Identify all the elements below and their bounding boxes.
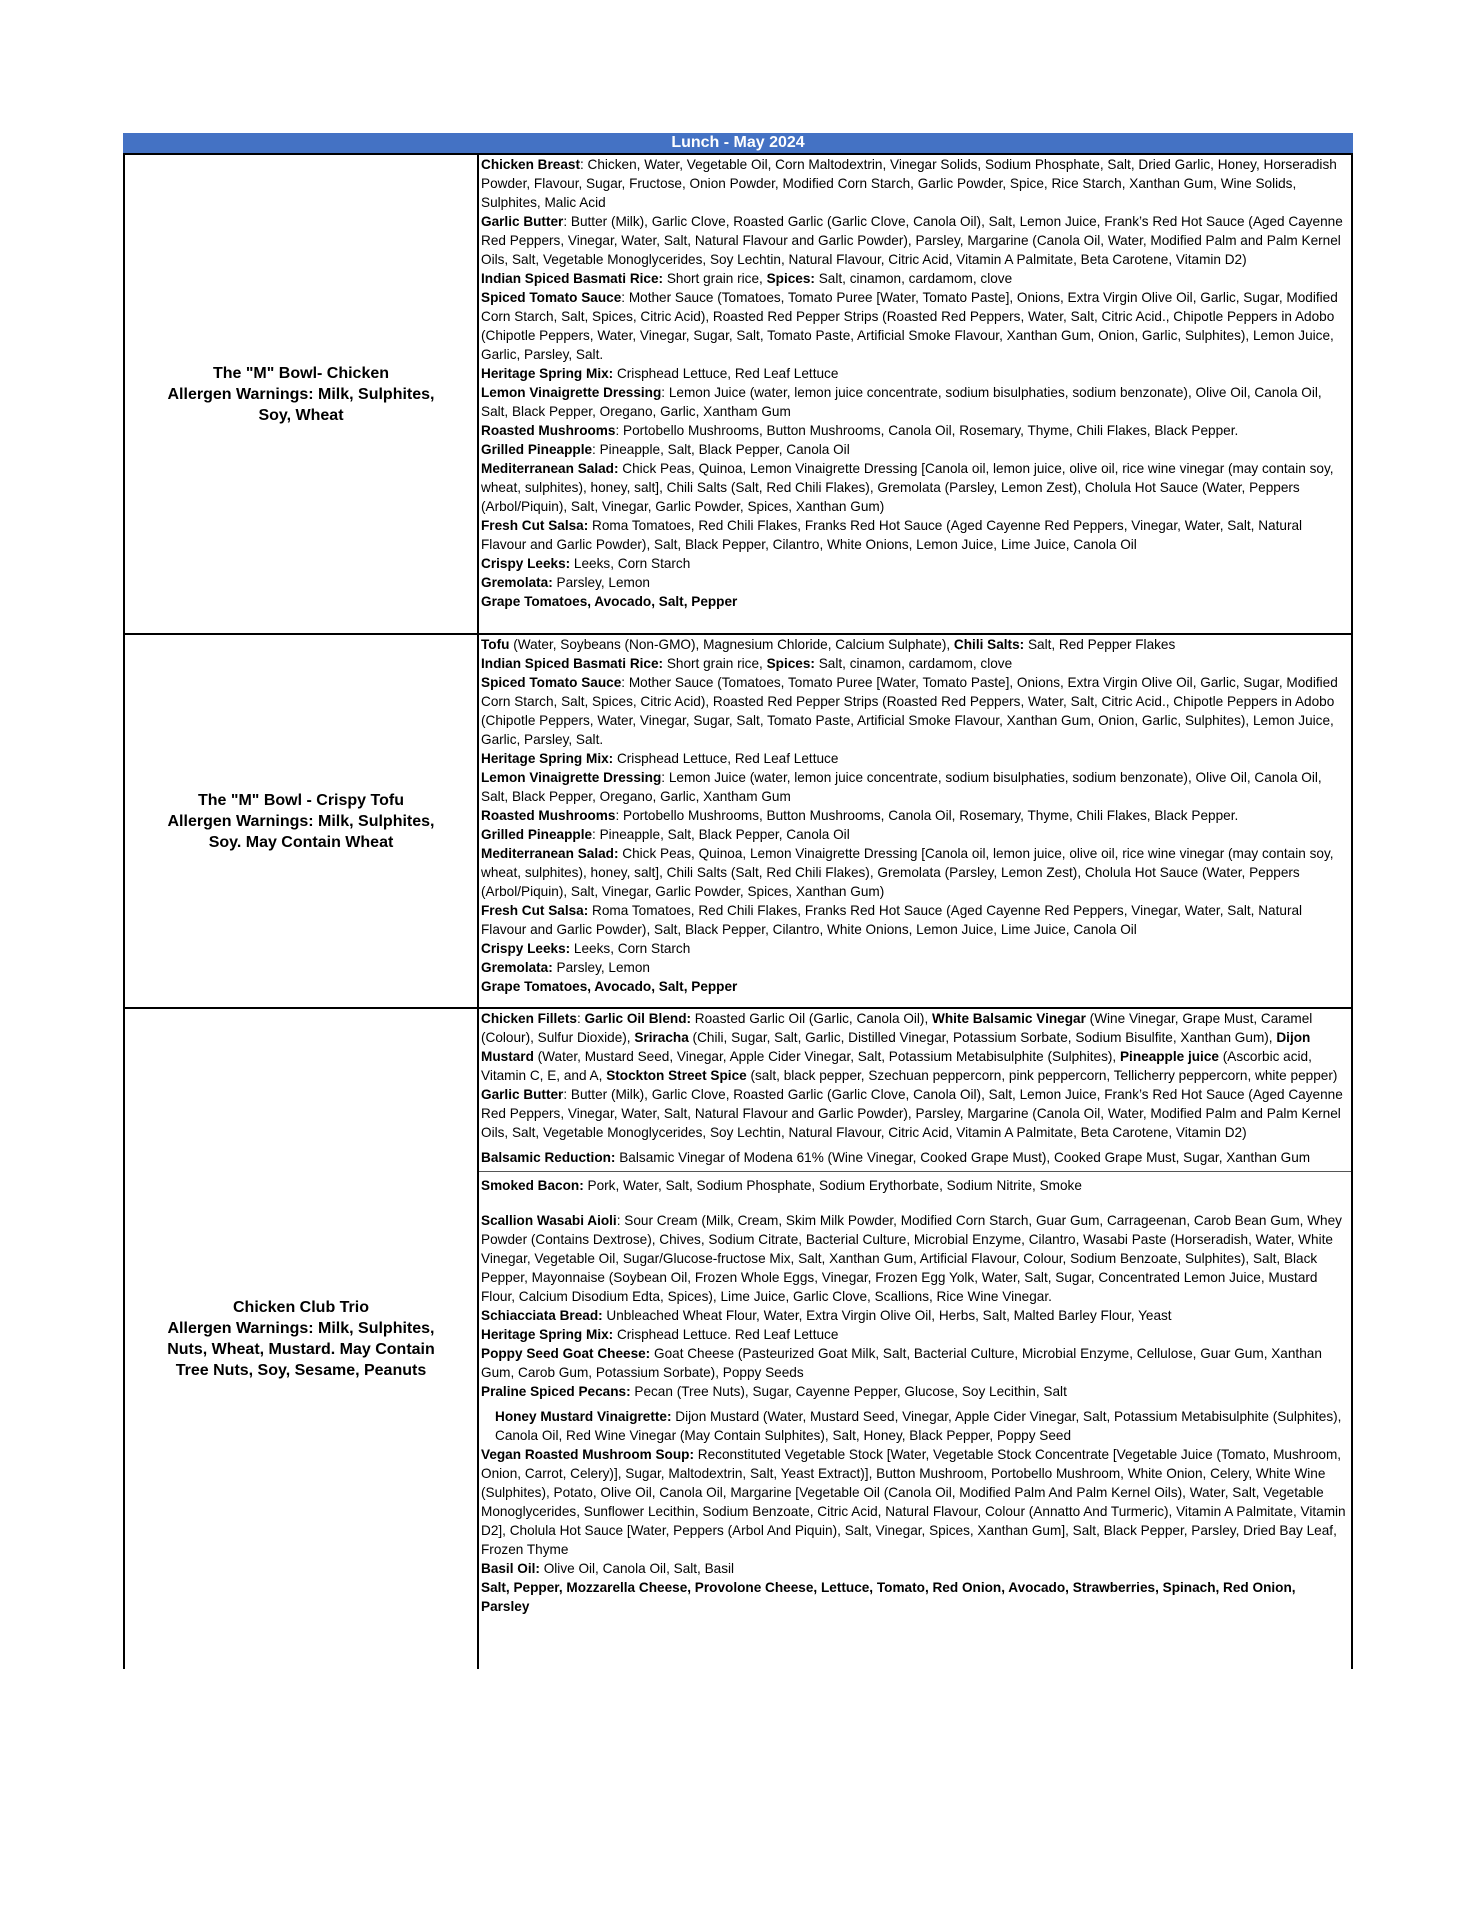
ingredient-entry: Poppy Seed Goat Cheese: Goat Cheese (Pasteurized Goat Milk, Salt, Bacterial Culture, Microbial Enzyme, Cellulose, Guar Gum, Xanthan Gum, Carob Gum, Potassium Sorbate), Poppy Seeds (481, 1346, 1322, 1380)
allergen-warning: Nuts, Wheat, Mustard. May Contain (167, 1341, 435, 1358)
ingredient-entry: Smoked Bacon: Pork, Water, Salt, Sodium Phosphate, Sodium Erythorbate, Sodium Nitrite, Smoke (481, 1178, 1082, 1193)
ingredient-entry: Tofu (Water, Soybeans (Non-GMO), Magnesium Chloride, Calcium Sulphate), Chili Salts: Salt, Red Pepper Flakes (481, 637, 1176, 652)
ingredient-entry: Grilled Pineapple: Pineapple, Salt, Black Pepper, Canola Oil (481, 827, 850, 842)
lunch-menu-sheet (123, 133, 1353, 1669)
ingredient-entry: Indian Spiced Basmati Rice: Short grain rice, Spices: Salt, cinamon, cardamom, clove (481, 656, 1013, 671)
ingredient-entry: Vegan Roasted Mushroom Soup: Reconstituted Vegetable Stock [Water, Vegetable Stock Concentrate [Vegetable Juice (Tomato, Mushroom, Onion, Carrot, Celery)], Sugar, Maltodextrin, Salt, Yeast Extract)], Button Mushroom, Portobello Mushroom, White Onion, Celery, White Wine (Sulphites), Potato, Olive Oil, Canola Oil, Margarine [Vegetable Oil (Canola Oil, Modified Palm And Palm Kernel Oils), Water, Salt, Vegetable Monoglycerides, Sunflower Lecithin, Sodium Benzoate, Citric Acid, Natural Flavour, Colour (Annatto And Turmeric), Vitamin A Palmitate, Vitamin D2], Cholula Hot Sauce [Water, Peppers (Arbol And Piquin), Salt, Vinegar, Spices, Xanthan Gum], Salt, Black Pepper, Parsley, Dried Bay Leaf, Frozen Thyme (481, 1447, 1346, 1557)
menu-item-name-cell (124, 634, 478, 1008)
ingredient-entry: Salt, Pepper, Mozzarella Cheese, Provolone Cheese, Lettuce, Tomato, Red Onion, Avocado, Strawberries, Spinach, Red Onion, Parsley (481, 1580, 1296, 1614)
ingredient-entry: Indian Spiced Basmati Rice: Short grain rice, Spices: Salt, cinamon, cardamom, clove (481, 271, 1013, 286)
ingredient-entry: Mediterranean Salad: Chick Peas, Quinoa, Lemon Vinaigrette Dressing [Canola oil, lemon juice, olive oil, rice wine vinegar (may contain soy, wheat, sulphites), honey, salt], Chili Salts (Salt, Red Chili Flakes), Gremolata (Parsley, Lemon Zest), Cholula Hot Sauce (Water, Peppers (Arbol/Piquin), Salt, Vinegar, Garlic Powder, Spices, Xanthan Gum) (481, 846, 1334, 899)
ingredient-entry: Gremolata: Parsley, Lemon (481, 575, 650, 590)
ingredients-cell (478, 154, 1352, 634)
ingredient-entry: Garlic Butter: Butter (Milk), Garlic Clove, Roasted Garlic (Garlic Clove, Canola Oil), Salt, Lemon Juice, Frank’s Red Hot Sauce (Aged Cayenne Red Peppers, Vinegar, Water, Salt, Natural Flavour and Garlic Powder), Parsley, Margarine (Canola Oil, Water, Modified Palm and Palm Kernel Oils, Salt, Vegetable Monoglycerides, Soy Lechtin, Natural Flavour, Citric Acid, Vitamin A Palmitate, Beta Carotene, Vitamin D2) (481, 214, 1343, 267)
ingredient-entry: Balsamic Reduction: Balsamic Vinegar of Modena 61% (Wine Vinegar, Cooked Grape Must), Cooked Grape Must, Sugar, Xanthan Gum (481, 1150, 1311, 1165)
ingredient-entry: Chicken Fillets: Garlic Oil Blend: Roasted Garlic Oil (Garlic, Canola Oil), White Balsamic Vinegar (Wine Vinegar, Grape Must, Caramel (Colour), Sulfur Dioxide), Sriracha (Chili, Sugar, Salt, Garlic, Distilled Vinegar, Potassium Sorbate, Sodium Bisulfite, Xanthan Gum), Dijon Mustard (Water, Mustard Seed, Vinegar, Apple Cider Vinegar, Salt, Potassium Metabisulphite (Sulphites), Pineapple juice (Ascorbic acid, Vitamin C, E, and A, Stockton Street Spice (salt, black pepper, Szechuan peppercorn, pink peppercorn, Tellicherry peppercorn, white pepper) (481, 1011, 1338, 1083)
ingredient-entry: Honey Mustard Vinaigrette: Dijon Mustard (Water, Mustard Seed, Vinegar, Apple Cider Vinegar, Salt, Potassium Metabisulphite (Sulphites), Canola Oil, Red Wine Vinegar (May Contain Sulphites), Salt, Honey, Black Pepper, Poppy Seed (495, 1409, 1342, 1443)
sheet-header: Lunch - May 2024 (123, 133, 1353, 153)
ingredient-entry: Grape Tomatoes, Avocado, Salt, Pepper (481, 979, 738, 994)
allergen-warning: Soy, Wheat (258, 406, 344, 424)
ingredient-entry: Chicken Breast: Chicken, Water, Vegetable Oil, Corn Maltodextrin, Vinegar Solids, Sodium Phosphate, Salt, Dried Garlic, Honey, Horseradish Powder, Flavour, Sugar, Fructose, Onion Powder, Modified Corn Starch, Garlic Powder, Spice, Rice Starch, Xanthan Gum, Wine Solids, Sulphites, Malic Acid (481, 157, 1337, 210)
ingredient-entry: Heritage Spring Mix: Crisphead Lettuce. Red Leaf Lettuce (481, 1327, 839, 1342)
ingredient-entry: Heritage Spring Mix: Crisphead Lettuce, Red Leaf Lettuce (481, 366, 839, 381)
menu-item-name-cell (124, 1008, 478, 1669)
ingredient-entry: Praline Spiced Pecans: Pecan (Tree Nuts), Sugar, Cayenne Pepper, Glucose, Soy Lecithin, Salt (481, 1384, 1067, 1399)
ingredient-entry: Basil Oil: Olive Oil, Canola Oil, Salt, Basil (481, 1561, 735, 1576)
cell-divider (479, 1171, 1351, 1172)
ingredient-entry: Spiced Tomato Sauce: Mother Sauce (Tomatoes, Tomato Puree [Water, Tomato Paste], Onions, Extra Virgin Olive Oil, Garlic, Sugar, Modified Corn Starch, Salt, Spices, Citric Acid), Roasted Red Pepper Strips (Roasted Red Peppers, Water, Salt, Citric Acid., Chipotle Peppers in Adobo (Chipotle Peppers, Water, Vinegar, Sugar, Salt, Tomato Paste, Artificial Smoke Flavour, Xanthan Gum, Onion, Garlic, Sulphites), Lemon Juice, Garlic, Parsley, Salt. (481, 290, 1338, 362)
ingredient-entry: Crispy Leeks: Leeks, Corn Starch (481, 556, 691, 571)
allergen-warning: Allergen Warnings: Milk, Sulphites, (167, 1320, 435, 1337)
ingredient-entry: Roasted Mushrooms: Portobello Mushrooms, Button Mushrooms, Canola Oil, Rosemary, Thyme, Chili Flakes, Black Pepper. (481, 423, 1239, 438)
ingredient-entry: Crispy Leeks: Leeks, Corn Starch (481, 941, 691, 956)
allergen-warning: Soy. May Contain Wheat (208, 833, 394, 851)
ingredient-entry: Grilled Pineapple: Pineapple, Salt, Black Pepper, Canola Oil (481, 442, 850, 457)
ingredient-entry: Roasted Mushrooms: Portobello Mushrooms, Button Mushrooms, Canola Oil, Rosemary, Thyme, Chili Flakes, Black Pepper. (481, 808, 1239, 823)
allergen-warning: Tree Nuts, Soy, Sesame, Peanuts (175, 1362, 427, 1379)
ingredient-entry: Lemon Vinaigrette Dressing: Lemon Juice (water, lemon juice concentrate, sodium bisulphaties, sodium benzonate), Olive Oil, Canola Oil, Salt, Black Pepper, Oregano, Garlic, Xantham Gum (481, 770, 1322, 804)
menu-row-chicken-club-trio (124, 1008, 1352, 1669)
ingredient-entry: Gremolata: Parsley, Lemon (481, 960, 650, 975)
ingredient-entry: Lemon Vinaigrette Dressing: Lemon Juice (water, lemon juice concentrate, sodium bisulphaties, sodium benzonate), Olive Oil, Canola Oil, Salt, Black Pepper, Oregano, Garlic, Xantham Gum (481, 385, 1322, 419)
ingredient-entry: Schiacciata Bread: Unbleached Wheat Flour, Water, Extra Virgin Olive Oil, Herbs, Salt, Malted Barley Flour, Yeast (481, 1308, 1172, 1323)
ingredients-cell (478, 634, 1352, 1008)
ingredients-cell (478, 1008, 1352, 1669)
menu-item-title: Chicken Club Trio (232, 1299, 369, 1316)
menu-row-tofu-bowl (124, 634, 1352, 1008)
allergen-warning: Allergen Warnings: Milk, Sulphites, (167, 812, 435, 830)
ingredient-entry: Fresh Cut Salsa: Roma Tomatoes, Red Chili Flakes, Franks Red Hot Sauce (Aged Cayenne Red Peppers, Vinegar, Water, Salt, Natural Flavour and Garlic Powder), Salt, Black Pepper, Cilantro, White Onions, Lemon Juice, Lime Juice, Canola Oil (481, 903, 1303, 937)
allergen-warning: Allergen Warnings: Milk, Sulphites, (167, 385, 435, 403)
menu-item-name-cell (124, 154, 478, 634)
ingredient-entry: Spiced Tomato Sauce: Mother Sauce (Tomatoes, Tomato Puree [Water, Tomato Paste], Onions, Extra Virgin Olive Oil, Garlic, Sugar, Modified Corn Starch, Salt, Spices, Citric Acid), Roasted Red Pepper Strips (Roasted Red Peppers, Water, Salt, Citric Acid., Chipotle Peppers in Adobo (Chipotle Peppers, Water, Vinegar, Sugar, Salt, Tomato Paste, Artificial Smoke Flavour, Xanthan Gum, Onion, Garlic, Sulphites), Lemon Juice, Garlic, Parsley, Salt. (481, 675, 1338, 747)
ingredient-entry: Mediterranean Salad: Chick Peas, Quinoa, Lemon Vinaigrette Dressing [Canola oil, lemon juice, olive oil, rice wine vinegar (may contain soy, wheat, sulphites), honey, salt], Chili Salts (Salt, Red Chili Flakes), Gremolata (Parsley, Lemon Zest), Cholula Hot Sauce (Water, Peppers (Arbol/Piquin), Salt, Vinegar, Garlic Powder, Spices, Xanthan Gum) (481, 461, 1334, 514)
ingredient-entry: Garlic Butter: Butter (Milk), Garlic Clove, Roasted Garlic (Garlic Clove, Canola Oil), Salt, Lemon Juice, Frank’s Red Hot Sauce (Aged Cayenne Red Peppers, Vinegar, Water, Salt, Natural Flavour and Garlic Powder), Parsley, Margarine (Canola Oil, Water, Modified Palm and Palm Kernel Oils, Salt, Vegetable Monoglycerides, Soy Lechtin, Natural Flavour, Citric Acid, Vitamin A Palmitate, Beta Carotene, Vitamin D2) (481, 1087, 1343, 1140)
menu-row-chicken-bowl (124, 154, 1352, 634)
ingredient-entry: Fresh Cut Salsa: Roma Tomatoes, Red Chili Flakes, Franks Red Hot Sauce (Aged Cayenne Red Peppers, Vinegar, Water, Salt, Natural Flavour and Garlic Powder), Salt, Black Pepper, Cilantro, White Onions, Lemon Juice, Lime Juice, Canola Oil (481, 518, 1303, 552)
ingredient-entry: Scallion Wasabi Aioli: Sour Cream (Milk, Cream, Skim Milk Powder, Modified Corn Starch, Guar Gum, Carrageenan, Carob Bean Gum, Whey Powder (Contains Dextrose), Chives, Sodium Citrate, Bacterial Culture, Microbial Enzyme, Cilantro, Wasabi Paste (Horseradish, Water, White Vinegar, Vegetable Oil, Sugar/Glucose-fructose Mix, Salt, Xanthan Gum, Artificial Flavour, Colour, Sodium Benzoate, Sulphites), Salt, Black Pepper, Mayonnaise (Soybean Oil, Frozen Whole Eggs, Vinegar, Frozen Egg Yolk, Water, Salt, Sugar, Concentrated Lemon Juice, Mustard Flour, Calcium Disodium Edta, Spices), Lime Juice, Garlic Clove, Scallions, Rice Wine Vinegar. (481, 1213, 1342, 1304)
menu-item-title: The "M" Bowl- Chicken (212, 364, 390, 382)
menu-item-title: The "M" Bowl - Crispy Tofu (198, 791, 404, 809)
ingredient-entry: Grape Tomatoes, Avocado, Salt, Pepper (481, 594, 738, 609)
menu-table (123, 153, 1353, 1669)
ingredient-entry: Heritage Spring Mix: Crisphead Lettuce, Red Leaf Lettuce (481, 751, 839, 766)
